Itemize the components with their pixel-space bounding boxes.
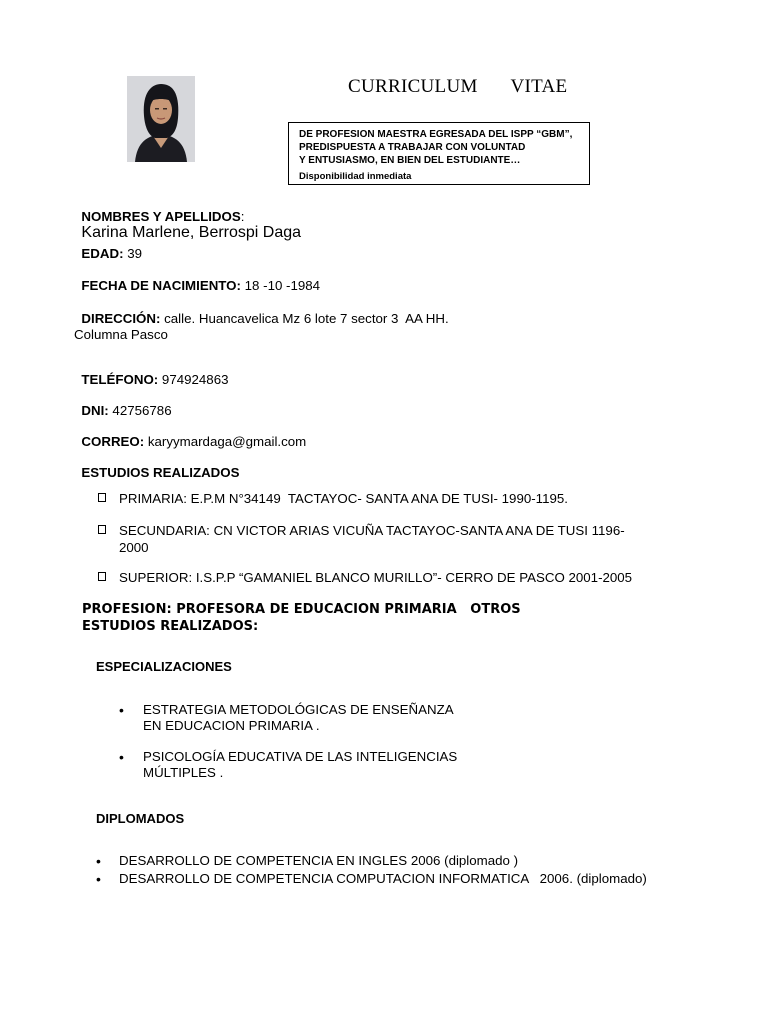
address-value: calle. Huancavelica Mz 6 lote 7 sector 3 AA HH.	[164, 311, 449, 326]
study-line: PRIMARIA: E.P.M N°34149 TACTAYOC- SANTA ANA DE TUSI- 1990-1195.	[119, 491, 568, 506]
email-label: CORREO:	[81, 434, 145, 449]
name-label: NOMBRES Y APELLIDOS	[81, 209, 241, 224]
studies-heading	[74, 450, 240, 480]
profession-statement	[82, 601, 521, 635]
profession-line: ESTUDIOS REALIZADOS:	[82, 619, 259, 634]
name-separator: :	[240, 209, 245, 224]
phone-label: TELÉFONO:	[81, 372, 159, 387]
profile-photo	[127, 76, 195, 162]
birth-date-row	[74, 263, 320, 293]
profession-line: PROFESION: PROFESORA DE EDUCACION PRIMARIA OTROS	[82, 602, 521, 617]
age-label: EDAD:	[81, 246, 124, 261]
address-line-2: Columna Pasco	[74, 327, 168, 342]
diploma-line: DESARROLLO DE COMPETENCIA EN INGLES 2006 (diplomado )	[119, 853, 519, 868]
study-line: 2000	[119, 540, 149, 555]
birth-date-value: 18 -10 -1984	[244, 278, 321, 293]
age-row	[74, 231, 142, 261]
study-line: SECUNDARIA: CN VICTOR ARIAS VICUÑA TACTAYOC-SANTA ANA DE TUSI 1196-	[119, 523, 625, 538]
checkbox-square-icon	[98, 525, 106, 534]
specializations-heading: ESPECIALIZACIONES	[96, 659, 232, 674]
dni-value: 42756786	[112, 403, 172, 418]
address-row	[74, 296, 449, 326]
document-title: CURRICULUM VITAE	[348, 76, 568, 97]
specialization-line: PSICOLOGÍA EDUCATIVA DE LAS INTELIGENCIAS	[143, 749, 458, 764]
phone-value: 974924863	[161, 372, 229, 387]
bullet-icon: •	[119, 749, 124, 765]
bullet-icon: •	[96, 871, 101, 887]
bullet-icon: •	[119, 702, 124, 718]
email-row	[74, 419, 306, 449]
profile-summary-line: PREDISPUESTA A TRABAJAR CON VOLUNTAD	[299, 142, 526, 153]
profile-summary-line: DE PROFESION MAESTRA EGRESADA DEL ISPP “GBM”,	[299, 129, 573, 140]
profile-summary-line: Y ENTUSIASMO, EN BIEN DEL ESTUDIANTE…	[299, 155, 521, 166]
name-value: Karina Marlene, Berrospi Daga	[81, 224, 302, 241]
bullet-icon: •	[96, 853, 101, 869]
diploma-line: DESARROLLO DE COMPETENCIA COMPUTACION INFORMATICA 2006. (diplomado)	[119, 871, 647, 886]
studies-heading-text: ESTUDIOS REALIZADOS	[81, 465, 240, 480]
specialization-line: EN EDUCACION PRIMARIA .	[143, 718, 320, 733]
birth-date-label: FECHA DE NACIMIENTO:	[81, 278, 241, 293]
profile-summary-box	[288, 122, 590, 185]
phone-row	[74, 357, 228, 387]
checkbox-square-icon	[98, 493, 106, 502]
dni-label: DNI:	[81, 403, 109, 418]
checkbox-square-icon	[98, 572, 106, 581]
address-label: DIRECCIÓN:	[81, 311, 161, 326]
specialization-line: MÚLTIPLES .	[143, 765, 224, 780]
email-value: karyymardaga@gmail.com	[147, 434, 307, 449]
age-value: 39	[127, 246, 142, 261]
study-line: SUPERIOR: I.S.P.P “GAMANIEL BLANCO MURILLO”- CERRO DE PASCO 2001-2005	[119, 570, 633, 585]
diplomas-heading: DIPLOMADOS	[96, 811, 185, 826]
person-portrait-icon	[127, 76, 195, 162]
availability-note: Disponibilidad inmediata	[299, 171, 412, 182]
dni-row	[74, 388, 172, 418]
specialization-line: ESTRATEGIA METODOLÓGICAS DE ENSEÑANZA	[143, 702, 454, 717]
